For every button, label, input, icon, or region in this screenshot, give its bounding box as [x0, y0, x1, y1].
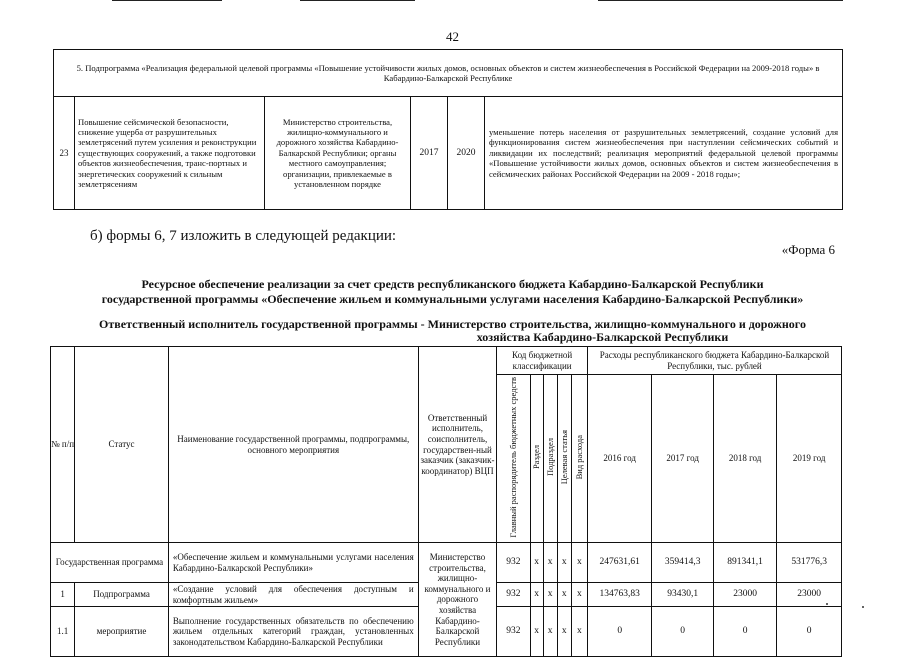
header-celevaya: Целевая статья [557, 375, 571, 543]
row-celevaya: х [557, 543, 571, 583]
row-2018: 891341,1 [713, 543, 776, 583]
row-executor: Министерство строительства, жилищно-коммунального и дорожного хозяйства Кабардино-Балкарской Республики; органы местного самоуправления; организации, привлекаемые в установленном порядке [265, 97, 411, 210]
header-name: Наименование государственной программы, подпрограммы, основного мероприятия [168, 347, 418, 543]
table-row [54, 97, 843, 210]
header-year-2017: 2017 год [652, 375, 713, 543]
row-result: уменьшение потерь населения от разрушительных землетрясений, создание условий для функционирования систем жизнеобеспечения при наступлении сейсмических событий и ликвидации их последствий; реализация мероприятий федеральной целевой программы «Повышение устойчивости жилых домов, основных объектов и систем жизнеобеспечения в сейсмических районах Российской Федерации на 2009 - 2018 годы»; [485, 97, 843, 210]
header-vid: Вид расхода [571, 375, 587, 543]
row-2018: 0 [713, 607, 776, 657]
row-2019: 531776,3 [777, 543, 842, 583]
row-2016: 0 [587, 607, 651, 657]
top-rule-left [112, 0, 222, 1]
row-number: 23 [54, 97, 75, 210]
header-razdel: Раздел [530, 375, 543, 543]
row-vid: х [571, 607, 587, 657]
header-year-2018: 2018 год [713, 375, 776, 543]
subprogram-header: 5. Подпрограмма «Реализация федеральной целевой программы «Повышение устойчивости жилых домов, основных объектов и систем жизнеобеспечения в Российской Федерации на 2009-2018 годы» в Кабардино-Балкарской Республике [54, 50, 843, 97]
row-name: Выполнение государственных обязательств по обеспечению жильем отдельных категорий граждан, установленных законодательством Кабардино-Балкарской Республики [168, 607, 418, 657]
header-status: Статус [75, 347, 169, 543]
form-label: «Форма 6 [781, 242, 835, 257]
header-executor: Ответственный исполнитель, соисполнитель, государствен-ный заказчик (заказчик-координатор) ВЦП [418, 347, 497, 543]
header-expenses: Расходы республиканского бюджета Кабардино-Балкарской Республики, тыс. рублей [587, 347, 841, 375]
row-grbs: 932 [497, 583, 530, 607]
row-2019: 23000 [777, 583, 842, 607]
header-grbs: Главный распорядитель бюджетных средств [497, 375, 530, 543]
paragraph-b: б) формы 6, 7 изложить в следующей редакции: [90, 228, 397, 244]
row-celevaya: х [557, 607, 571, 657]
row-num: 1.1 [51, 607, 75, 657]
row-podrazdel: х [543, 543, 557, 583]
row-2019: 0 [777, 607, 842, 657]
responsible-line-2: хозяйства Кабардино-Балкарской Республики [476, 330, 729, 344]
row-podrazdel: х [543, 583, 557, 607]
responsible-executor [0, 318, 905, 344]
form-title-line-2: государственной программы «Обеспечение жильем и коммунальными услугами населения Кабардино-Балкарской Республики» [101, 292, 804, 306]
form-title [0, 277, 905, 307]
row-year-end: 2020 [448, 97, 485, 210]
top-rule-middle [300, 0, 415, 1]
row-year-start: 2017 [411, 97, 448, 210]
header-podrazdel: Подраздел [543, 375, 557, 543]
row-name: «Создание условий для обеспечения доступным и комфортным жильем» [168, 583, 418, 607]
top-rule-right [598, 0, 843, 1]
page-number: 42 [446, 29, 459, 44]
row-goal: Повышение сейсмической безопасности, снижение ущерба от разрушительных землетрясений путем усиления и реконструкции существующих сооружений, а также подготовки объектов жизнеобеспечения, транс-портных и энергетических сооружений к сильным землетрясениям [75, 97, 265, 210]
header-year-2016: 2016 год [587, 375, 651, 543]
row-2016: 247631,61 [587, 543, 651, 583]
form-title-line-1: Ресурсное обеспечение реализации за счет средств республиканского бюджета Кабардино-Балкарской Республики [141, 277, 764, 291]
header-budget-code: Код бюджетной классификации [497, 347, 588, 375]
row-grbs: 932 [497, 607, 530, 657]
row-executor: Министерство строительства, жилищно-коммунального и дорожного хозяйства Кабардино-Балкарской Республики [418, 543, 497, 657]
row-vid: х [571, 543, 587, 583]
row-razdel: х [530, 607, 543, 657]
row-2017: 0 [652, 607, 713, 657]
row-status: Подпрограмма [75, 583, 169, 607]
row-2016: 134763,83 [587, 583, 651, 607]
scan-speck [826, 603, 828, 605]
row-podrazdel: х [543, 607, 557, 657]
row-2017: 359414,3 [652, 543, 713, 583]
row-razdel: х [530, 543, 543, 583]
row-razdel: х [530, 583, 543, 607]
row-num: 1 [51, 583, 75, 607]
row-name: «Обеспечение жильем и коммунальными услугами населения Кабардино-Балкарской Республики» [168, 543, 418, 583]
row-grbs: 932 [497, 543, 530, 583]
subprogram-goals-table [53, 49, 843, 210]
scan-speck [862, 606, 864, 608]
header-year-2019: 2019 год [777, 375, 842, 543]
row-status: Государственная программа [51, 543, 169, 583]
responsible-line-1: Ответственный исполнитель государственной программы - Министерство строительства, жилищно-коммунального и дорожного [99, 317, 806, 331]
row-2017: 93430,1 [652, 583, 713, 607]
row-vid: х [571, 583, 587, 607]
resource-provision-table [50, 346, 842, 657]
row-celevaya: х [557, 583, 571, 607]
table-row [51, 543, 842, 583]
header-num: № п/п [51, 347, 75, 543]
row-status: мероприятие [75, 607, 169, 657]
row-2018: 23000 [713, 583, 776, 607]
